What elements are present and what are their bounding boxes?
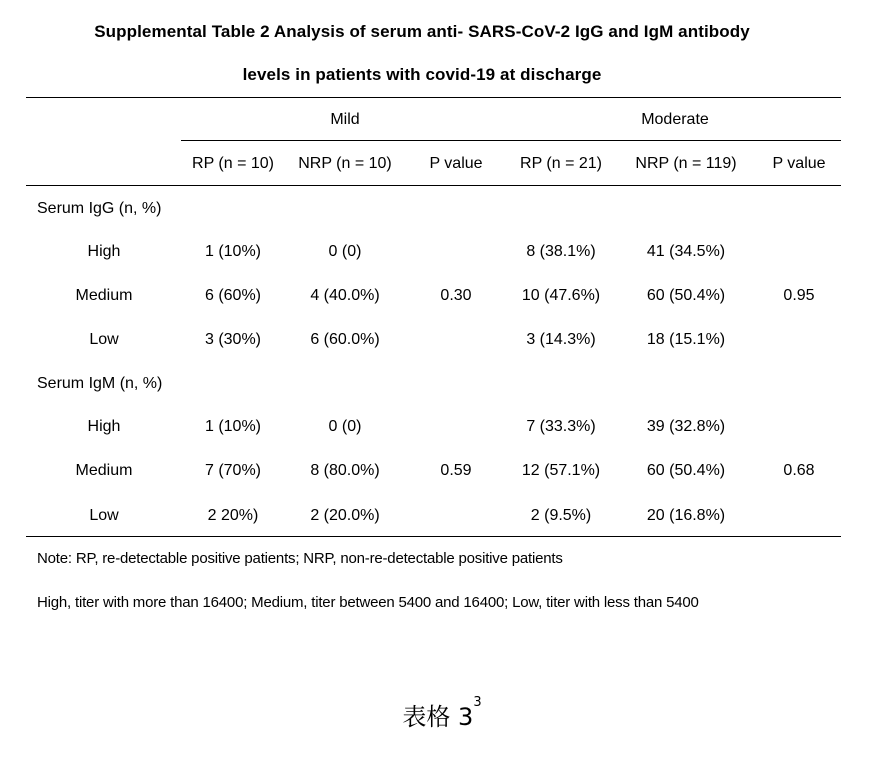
caption-text: 表格 3	[402, 703, 474, 731]
section-label-igm: Serum IgM (n, %)	[37, 375, 163, 392]
table-cell: 60 (50.4%)	[646, 462, 726, 479]
column-header: RP (n = 21)	[520, 155, 602, 172]
table-note-abbreviations: Note: RP, re-detectable positive patients; NRP, non-re-detectable positive patients	[37, 550, 563, 567]
table-cell: 20 (16.8%)	[646, 507, 726, 524]
table-cell: 0 (0)	[328, 243, 362, 260]
table-cell: 18 (15.1%)	[646, 331, 726, 348]
table-cell: 6 (60%)	[204, 287, 262, 304]
table-cell: 6 (60.0%)	[310, 331, 380, 348]
column-header: P value	[772, 155, 826, 172]
table-cell: 3 (14.3%)	[526, 331, 596, 348]
table-cell: 1 (10%)	[204, 418, 262, 435]
row-label: High	[87, 418, 121, 435]
row-label: Low	[89, 507, 119, 524]
column-header: P value	[429, 155, 483, 172]
table-cell: 2 (20.0%)	[310, 507, 380, 524]
table-cell: 0.59	[440, 462, 472, 479]
table-caption	[0, 697, 884, 732]
table-cell: 41 (34.5%)	[646, 243, 726, 260]
row-label: Low	[89, 331, 119, 348]
table-cell: 10 (47.6%)	[521, 287, 601, 304]
table-cell: 7 (70%)	[204, 462, 262, 479]
table-cell: 3 (30%)	[204, 331, 262, 348]
table-cell: 0.95	[783, 287, 815, 304]
table-cell: 39 (32.8%)	[646, 418, 726, 435]
table-cell: 60 (50.4%)	[646, 287, 726, 304]
column-header: NRP (n = 119)	[635, 155, 737, 172]
table-cell: 0.68	[783, 462, 815, 479]
table-cell: 12 (57.1%)	[521, 462, 601, 479]
table-cell: 0 (0)	[328, 418, 362, 435]
table-cell: 0.30	[440, 287, 472, 304]
column-header: NRP (n = 10)	[298, 155, 392, 172]
section-label-igg: Serum IgG (n, %)	[37, 200, 162, 217]
row-label: Medium	[75, 287, 133, 304]
table-title-line-1: Supplemental Table 2 Analysis of serum anti- SARS-CoV-2 IgG and IgM antibody	[94, 22, 750, 41]
header-bottom-rule	[26, 185, 841, 186]
column-header: RP (n = 10)	[192, 155, 274, 172]
group-rule	[181, 140, 841, 141]
table-note-titer-levels: High, titer with more than 16400; Medium, titer between 5400 and 16400; Low, titer with less than 5400	[37, 594, 699, 611]
table-cell: 8 (80.0%)	[310, 462, 380, 479]
table-cell: 2 20%)	[207, 507, 259, 524]
group-header-mild: Mild	[330, 111, 360, 128]
table-cell: 4 (40.0%)	[310, 287, 380, 304]
top-rule	[26, 97, 841, 98]
table-cell: 8 (38.1%)	[526, 243, 596, 260]
row-label: High	[87, 243, 121, 260]
group-header-moderate: Moderate	[641, 111, 709, 128]
table-cell: 7 (33.3%)	[526, 418, 596, 435]
table-cell: 1 (10%)	[204, 243, 262, 260]
table-cell: 2 (9.5%)	[530, 507, 592, 524]
caption-superscript: 3	[473, 695, 482, 710]
table-title-line-2: levels in patients with covid-19 at discharge	[242, 65, 602, 84]
bottom-rule	[26, 536, 841, 537]
row-label: Medium	[75, 462, 133, 479]
